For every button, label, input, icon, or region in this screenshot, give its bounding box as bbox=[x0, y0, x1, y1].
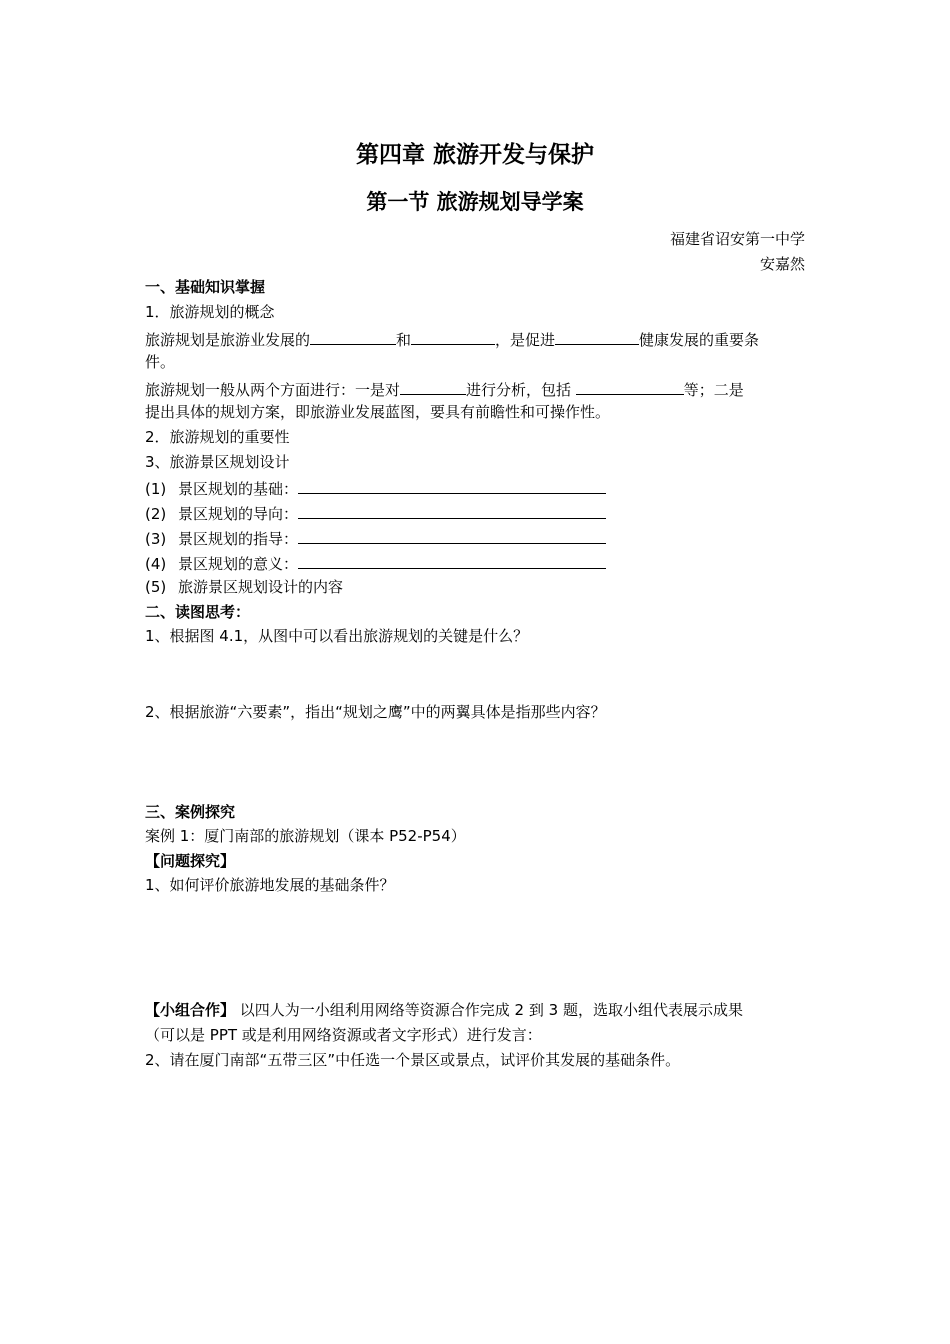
case-title: 案例 1：厦门南部的旅游规划（课本 P52-P54） bbox=[145, 827, 466, 845]
subitem-basis bbox=[145, 477, 606, 499]
concept-text-b: 和 bbox=[396, 331, 412, 349]
item-concept: 1．旅游规划的概念 bbox=[145, 303, 275, 321]
section1-heading: 一、基础知识掌握 bbox=[145, 278, 266, 296]
fill-blank[interactable] bbox=[411, 328, 495, 345]
subitem-text: 旅游景区规划设计的内容 bbox=[178, 578, 344, 596]
subitem-number: (5) bbox=[145, 578, 167, 596]
item-importance: 2．旅游规划的重要性 bbox=[145, 428, 290, 446]
fill-blank[interactable] bbox=[298, 552, 606, 569]
subitem-number: (3) bbox=[145, 530, 167, 548]
section-title: 第一节 旅游规划导学案 bbox=[366, 190, 584, 214]
inquiry-label: 【问题探究】 bbox=[145, 852, 236, 870]
method-text-b: 进行分析，包括 bbox=[466, 381, 576, 399]
section3-question1: 1、如何评价旅游地发展的基础条件？ bbox=[145, 876, 395, 894]
concept-paragraph-line2: 件。 bbox=[145, 353, 176, 371]
subitem-text: 景区规划的基础： bbox=[178, 480, 299, 498]
fill-blank[interactable] bbox=[298, 527, 606, 544]
section2-heading: 二、读图思考： bbox=[145, 603, 251, 621]
subitem-guidance bbox=[145, 527, 606, 549]
subitem-number: (1) bbox=[145, 480, 167, 498]
subitem-content bbox=[145, 577, 343, 597]
subitem-significance bbox=[145, 552, 606, 574]
fill-blank[interactable] bbox=[400, 378, 466, 395]
method-paragraph-line2: 提出具体的规划方案，即旅游业发展蓝图，要具有前瞻性和可操作性。 bbox=[145, 403, 611, 421]
chapter-title: 第四章 旅游开发与保护 bbox=[355, 142, 594, 168]
subitem-number: (2) bbox=[145, 505, 167, 523]
section3-heading: 三、案例探究 bbox=[145, 803, 236, 821]
concept-text-c: ，是促进 bbox=[495, 331, 556, 349]
school-name: 福建省诏安第一中学 bbox=[669, 230, 805, 248]
fill-blank[interactable] bbox=[576, 378, 684, 395]
method-text-c: 等；二是 bbox=[683, 381, 744, 399]
item-scenic-design: 3、旅游景区规划设计 bbox=[145, 453, 290, 471]
subitem-orientation bbox=[145, 502, 606, 524]
subitem-number: (4) bbox=[145, 555, 167, 573]
method-text-a: 旅游规划一般从两个方面进行：一是对 bbox=[145, 381, 401, 399]
fill-blank[interactable] bbox=[310, 328, 396, 345]
section2-question1: 1、根据图 4.1，从图中可以看出旅游规划的关键是什么？ bbox=[145, 627, 529, 645]
subitem-text: 景区规划的导向： bbox=[178, 505, 299, 523]
fill-blank[interactable] bbox=[298, 477, 606, 494]
fill-blank[interactable] bbox=[298, 502, 606, 519]
fill-blank[interactable] bbox=[555, 328, 639, 345]
group-label: 【小组合作】 bbox=[145, 1001, 236, 1019]
concept-text-d: 健康发展的重要条 bbox=[639, 331, 760, 349]
subitem-text: 景区规划的意义： bbox=[178, 555, 299, 573]
subitem-text: 景区规划的指导： bbox=[178, 530, 299, 548]
method-paragraph-line1 bbox=[145, 378, 744, 400]
concept-text-a: 旅游规划是旅游业发展的 bbox=[145, 331, 311, 349]
section3-question2: 2、请在厦门南部“五带三区”中任选一个景区或景点，试评价其发展的基础条件。 bbox=[145, 1051, 681, 1069]
concept-paragraph-line1 bbox=[145, 328, 759, 350]
group-text: 以四人为一小组利用网络等资源合作完成 2 到 3 题，选取小组代表展示成果 bbox=[235, 1001, 743, 1019]
section2-question2: 2、根据旅游“六要素”，指出“规划之鹰”中的两翼具体是指那些内容？ bbox=[145, 703, 606, 721]
group-paragraph-line2: （可以是 PPT 或是利用网络资源或者文字形式）进行发言： bbox=[145, 1026, 542, 1044]
group-paragraph-line1 bbox=[145, 1000, 743, 1020]
author-name: 安嘉然 bbox=[759, 255, 805, 273]
